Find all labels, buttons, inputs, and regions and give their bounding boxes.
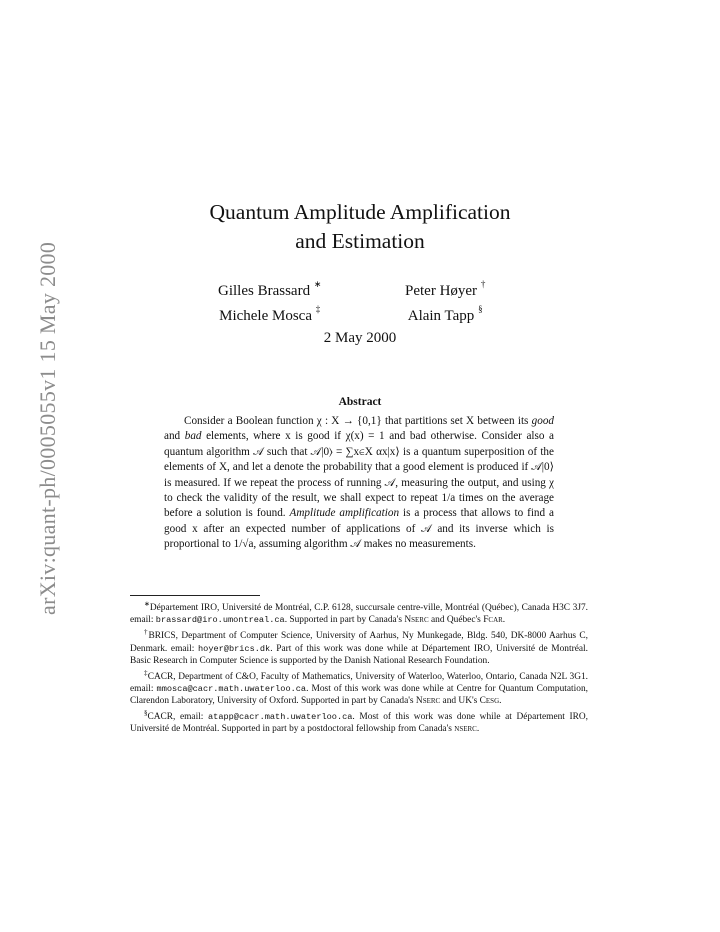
author-column-right: [405, 276, 485, 326]
author-mosca: Michele Mosca ‡: [219, 304, 321, 324]
abstract-paragraph: Consider a Boolean function χ : X → {0,1} that partitions set X between its good and bad elements, where x is good if χ(x) = 1 and bad otherwise. Consider also a quantum algorithm 𝒜 such that 𝒜|0⟩ = ∑x∈X αx|x⟩ is a quantum superposition of the elements of X, and let a denote the probability that a good element is produced if 𝒜|0⟩ is measured. If we repeat the process of running 𝒜, measuring the output, and using χ to check the validity of the result, we shall expect to repeat 1/a times on the average before a solution is found. Amplitude amplification is a process that allows to find a good x after an expected number of applications of 𝒜 and its inverse which is proportional to 1/√a, assuming algorithm 𝒜 makes no measurements.: [164, 415, 554, 551]
title-line-2: and Estimation: [295, 229, 425, 253]
footnote-rule: [130, 595, 260, 596]
author-hoyer: Peter Høyer †: [405, 279, 486, 299]
author-column-left: [218, 276, 321, 326]
abstract-body: [164, 414, 554, 553]
author-tapp: Alain Tapp §: [407, 304, 483, 324]
paper-title: [130, 198, 590, 256]
title-line-1: Quantum Amplitude Amplification: [209, 200, 511, 224]
arxiv-identifier-stamp: arXiv:quant-ph/0005055v1 15 May 2000: [35, 241, 60, 615]
footnotes: [130, 598, 588, 735]
abstract-heading: Abstract: [338, 396, 382, 408]
footnote-mosca: ‡CACR, Department of C&O, Faculty of Mathematics, University of Waterloo, Waterloo, Ontario, Canada N2L 3G1. email: mmosca@cacr.math.uwaterloo.ca. Most of this work was done while at Centre for Quantum Computation, Clarendon Laboratory, University of Oxford. Supported in part by Canada's Nserc and UK's Cesg.: [130, 668, 588, 707]
paper-date: 2 May 2000: [323, 330, 397, 346]
footnote-brassard: ∗Département IRO, Université de Montréal, C.P. 6128, succursale centre-ville, Montréal (Québec), Canada H3C 3J7. email: brassard@iro.umontreal.ca. Supported in part by Canada's Nserc and Québec's Fcar.: [130, 600, 588, 626]
author-brassard: Gilles Brassard ∗: [218, 279, 322, 299]
footnote-hoyer: †BRICS, Department of Computer Science, University of Aarhus, Ny Munkegade, Bldg. 540, DK-8000 Aarhus C, Denmark. email: hoyer@brics.dk. Part of this work was done while at Département IRO, Université de Montréal. Basic Research in Computer Science is supported by the Danish National Research Foundation.: [130, 628, 589, 666]
footnote-tapp: §CACR, email: atapp@cacr.math.uwaterloo.ca. Most of this work was done while at Département IRO, Université de Montréal. Supported in part by a postdoctoral fellowship from Canada's nserc.: [130, 709, 588, 735]
